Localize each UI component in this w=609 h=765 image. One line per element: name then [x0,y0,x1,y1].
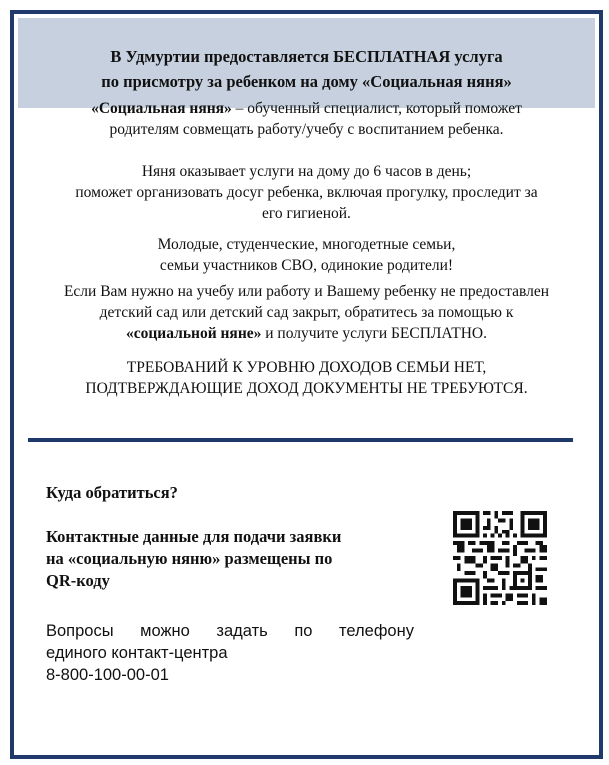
offer-paragraph [26,281,587,344]
audience-paragraph [26,234,587,276]
flyer-title [18,44,595,94]
phone-line-2: единого контакт-центра [46,644,228,662]
offer-line-2: детский сад или детский сад закрыт, обратитесь за помощью к [99,304,514,321]
requirements-line-1: ТРЕБОВАНИЙ К УРОВНЮ ДОХОДОВ СЕМЬИ НЕТ, [126,359,487,376]
audience-line-2: семьи участников СВО, одинокие родители! [159,257,454,274]
requirements-line-2: ПОДТВЕРЖДАЮЩИЕ ДОХОД ДОКУМЕНТЫ НЕ ТРЕБУЮТСЯ. [85,380,528,397]
phone-intro-line [46,620,414,642]
services-line-3: его гигиеной. [262,205,351,222]
phone-word: Вопросы [46,622,114,640]
phone-word: можно [140,622,190,640]
offer-term: «социальной няне» [126,325,262,342]
qr-line-1: Контактные данные для подачи заявки [46,527,342,546]
header-banner [18,18,595,108]
requirements-paragraph [26,357,587,399]
contact-heading: Куда обратиться? [46,483,178,502]
phone-word: по [294,622,313,640]
offer-line-1: Если Вам нужно на учебу или работу и Вашему ребенку не предоставлен [63,283,550,300]
qr-line-2: на «социальную няню» размещены по [46,549,333,568]
audience-line-1: Молодые, студенческие, многодетные семьи, [157,236,456,253]
services-line-1: Няня оказывает услуги на дому до 6 часов в день; [141,163,472,180]
phone-number[interactable]: 8-800-100-00-01 [46,666,169,684]
qr-line-3: QR-коду [46,571,110,590]
section-divider [28,438,573,442]
intro-term: «Социальная няня» [91,100,232,117]
qr-instructions [46,526,341,592]
title-line-2: по присмотру за ребенком на дому «Социальная няня» [101,72,512,91]
offer-line-3: и получите услуги БЕСПЛАТНО. [261,325,487,342]
flyer-frame [10,10,603,759]
intro-line-2: родителям совмещать работу/учебу с воспитанием ребенка. [109,121,504,138]
phone-word: задать [216,622,268,640]
phone-word: телефону [339,622,414,640]
intro-definition: – обученный специалист, который поможет [231,100,522,117]
services-line-2: поможет организовать досуг ребенка, включая прогулку, проследит за [75,184,538,201]
qr-code[interactable] [453,511,547,605]
services-paragraph [26,161,587,224]
intro-paragraph [26,98,587,140]
title-line-1: В Удмуртии предоставляется БЕСПЛАТНАЯ услуга [110,47,503,66]
